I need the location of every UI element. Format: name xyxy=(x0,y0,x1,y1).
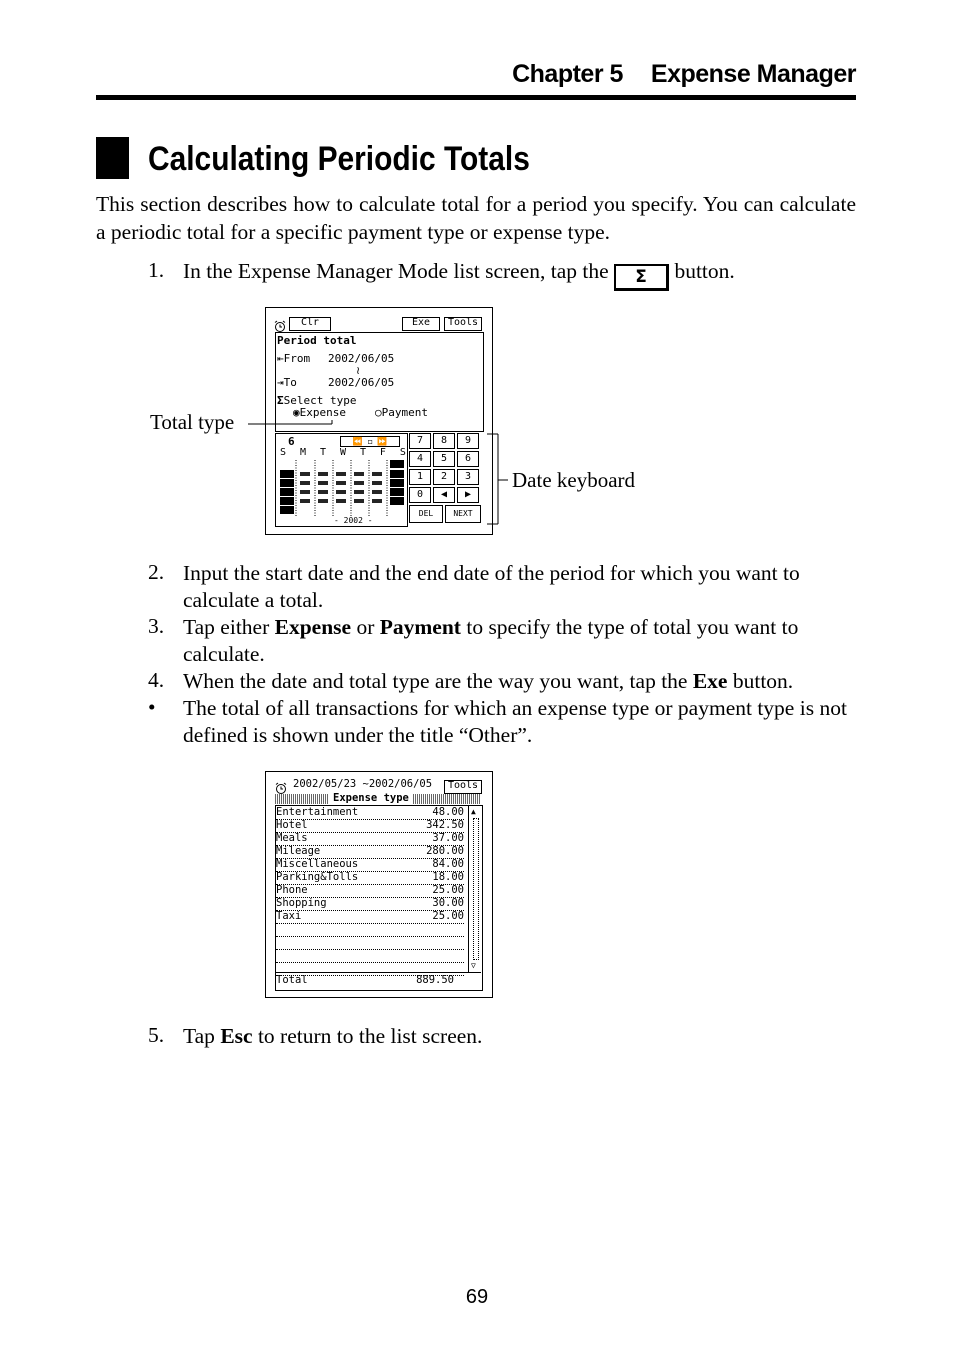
list-item[interactable] xyxy=(276,871,464,885)
row-value: 280.00 xyxy=(426,845,464,857)
step-1 xyxy=(183,258,856,291)
step-4-text-c: button. xyxy=(727,669,794,693)
header-rule xyxy=(96,95,856,100)
calendar-month: 6 xyxy=(288,435,295,448)
list-item[interactable] xyxy=(276,884,464,898)
chapter-header xyxy=(512,60,856,89)
weekday-wed: W xyxy=(339,447,346,458)
step-5-text-a: Tap xyxy=(183,1024,221,1048)
callout-total-type: Total type xyxy=(150,410,235,434)
radio-selected-icon: ◉ xyxy=(293,406,300,419)
total-divider xyxy=(275,972,481,973)
row-value: 30.00 xyxy=(432,897,464,909)
row-value: 18.00 xyxy=(432,871,464,883)
step-1-number: 1. xyxy=(148,258,165,282)
row-name: Parking&Tolls xyxy=(276,871,359,883)
callout-lines xyxy=(240,410,510,530)
list-item[interactable] xyxy=(276,832,464,846)
row-value: 37.00 xyxy=(432,832,464,844)
step-3-payment: Payment xyxy=(379,615,461,639)
tilde-mark: ≀ xyxy=(356,364,361,377)
step-3-number: 3. xyxy=(148,614,165,638)
row-value: 84.00 xyxy=(432,858,464,870)
date-range: 2002/05/23 ~2002/06/05 xyxy=(293,778,433,790)
row-name: Miscellaneous xyxy=(276,858,359,870)
step-3-text-a: Tap either xyxy=(183,615,275,639)
row-value: 25.00 xyxy=(432,910,464,922)
sigma-icon: Σ xyxy=(277,394,284,407)
scroll-down-icon[interactable]: ▽ xyxy=(471,961,476,970)
scrollbar[interactable] xyxy=(468,806,481,972)
row-value: 25.00 xyxy=(432,884,464,896)
key-3[interactable]: 3 xyxy=(457,469,479,485)
key-8[interactable]: 8 xyxy=(433,433,455,449)
expense-label: Expense xyxy=(299,406,346,419)
empty-row xyxy=(276,949,464,963)
key-4[interactable]: 4 xyxy=(409,451,431,467)
list-item[interactable] xyxy=(276,806,464,820)
to-arrow-icon: ⇥ xyxy=(277,376,284,389)
to-date[interactable]: 2002/06/05 xyxy=(328,376,395,389)
period-total-label: Period total xyxy=(277,334,357,347)
step-2-number: 2. xyxy=(148,560,165,584)
step-3-text-c: or xyxy=(351,615,380,639)
from-date[interactable]: 2002/06/05 xyxy=(328,352,395,365)
alarm-clock-icon xyxy=(275,779,287,791)
step-4-text-a: When the date and total type are the way you want, tap the xyxy=(183,669,693,693)
intro-paragraph: This section describes how to calculate total for a period you specify. You can calculate a periodic total for a specific payment type or expense type. xyxy=(96,192,856,244)
row-name: Shopping xyxy=(276,897,327,909)
weekday-tue: T xyxy=(319,447,326,458)
scroll-up-icon[interactable]: ▲ xyxy=(471,807,476,816)
exe-button[interactable]: Exe xyxy=(402,317,440,331)
radio-empty-icon: ○ xyxy=(375,406,382,419)
del-key[interactable]: DEL xyxy=(409,505,443,523)
step-3 xyxy=(183,614,856,668)
empty-row xyxy=(276,936,464,950)
empty-row xyxy=(276,923,464,937)
step-4-number: 4. xyxy=(148,668,165,692)
to-row[interactable] xyxy=(277,377,297,389)
step-2: Input the start date and the end date of the period for which you want to calculate a total. xyxy=(183,561,800,612)
payment-label: Payment xyxy=(381,406,428,419)
step-3-expense: Expense xyxy=(274,615,352,639)
step-4 xyxy=(183,668,856,695)
left-arrow-key-icon[interactable]: ◀ xyxy=(433,487,455,503)
key-2[interactable]: 2 xyxy=(433,469,455,485)
step-5-text-c: to return to the list screen. xyxy=(252,1024,483,1048)
key-6[interactable]: 6 xyxy=(457,451,479,467)
select-type-label: Select type xyxy=(283,394,357,407)
step-5 xyxy=(183,1023,856,1050)
step-4-exe: Exe xyxy=(692,669,728,693)
key-5[interactable]: 5 xyxy=(433,451,455,467)
callout-date-keyboard: Date keyboard xyxy=(512,468,636,492)
row-name: Hotel xyxy=(276,819,308,831)
row-value: 48.00 xyxy=(432,806,464,818)
row-name: Meals xyxy=(276,832,308,844)
section-title: Calculating Periodic Totals xyxy=(148,140,530,178)
scroll-thumb[interactable] xyxy=(473,818,479,960)
list-item[interactable] xyxy=(276,897,464,911)
from-row[interactable] xyxy=(277,353,310,365)
step-5-number: 5. xyxy=(148,1023,165,1047)
chapter-number: Chapter 5 xyxy=(512,60,623,88)
expense-type-heading: Expense type xyxy=(329,792,413,804)
step-1-text-end: button. xyxy=(674,259,735,283)
row-name: Entertainment xyxy=(276,806,359,818)
list-item[interactable] xyxy=(276,845,464,859)
from-arrow-icon: ⇤ xyxy=(277,352,284,365)
row-name: Taxi xyxy=(276,910,302,922)
total-label: Total xyxy=(276,974,308,986)
key-9[interactable]: 9 xyxy=(457,433,479,449)
row-name: Mileage xyxy=(276,845,321,857)
key-0[interactable]: 0 xyxy=(409,487,431,503)
alarm-clock-icon xyxy=(274,317,286,329)
calendar-nav-buttons[interactable]: ⏪ ◻ ⏩ xyxy=(340,436,400,447)
right-arrow-key-icon[interactable]: ▶ xyxy=(457,487,479,503)
next-key[interactable]: NEXT xyxy=(445,505,481,523)
list-item[interactable] xyxy=(276,819,464,833)
weekday-sun: S xyxy=(280,447,287,458)
total-row xyxy=(276,974,464,987)
section-marker xyxy=(96,137,129,179)
bullet-note: The total of all transactions for which an expense type or payment type is not defined is shown under the title “Other”. xyxy=(183,696,847,747)
list-item[interactable] xyxy=(276,910,464,924)
sigma-button-icon: Σ xyxy=(614,264,669,291)
expense-type-screen xyxy=(265,771,493,998)
weekday-mon: M xyxy=(299,447,307,458)
weekday-sat: S xyxy=(399,447,406,458)
key-1[interactable]: 1 xyxy=(409,469,431,485)
key-7[interactable]: 7 xyxy=(409,433,431,449)
step-5-esc: Esc xyxy=(220,1024,253,1048)
row-value: 342.50 xyxy=(426,819,464,831)
tools-button[interactable]: Tools xyxy=(444,317,482,331)
to-label: To xyxy=(283,376,297,389)
row-name: Phone xyxy=(276,884,308,896)
weekday-fri: F xyxy=(379,447,386,458)
calendar-year: - 2002 - xyxy=(334,516,373,525)
weekday-thu: T xyxy=(359,447,366,458)
tools-button[interactable]: Tools xyxy=(444,780,482,794)
bullet-mark: • xyxy=(148,695,156,719)
step-1-text: In the Expense Manager Mode list screen, tap the xyxy=(183,259,609,283)
from-label: From xyxy=(283,352,311,365)
chapter-title: Expense Manager xyxy=(650,60,856,88)
list-item[interactable] xyxy=(276,858,464,872)
step-3-text-e: to specify the type of total you want to calculate. xyxy=(183,615,799,666)
clr-button[interactable]: Clr xyxy=(289,317,331,331)
page-number: 69 xyxy=(465,1286,489,1308)
total-value: 889.50 xyxy=(416,974,454,986)
